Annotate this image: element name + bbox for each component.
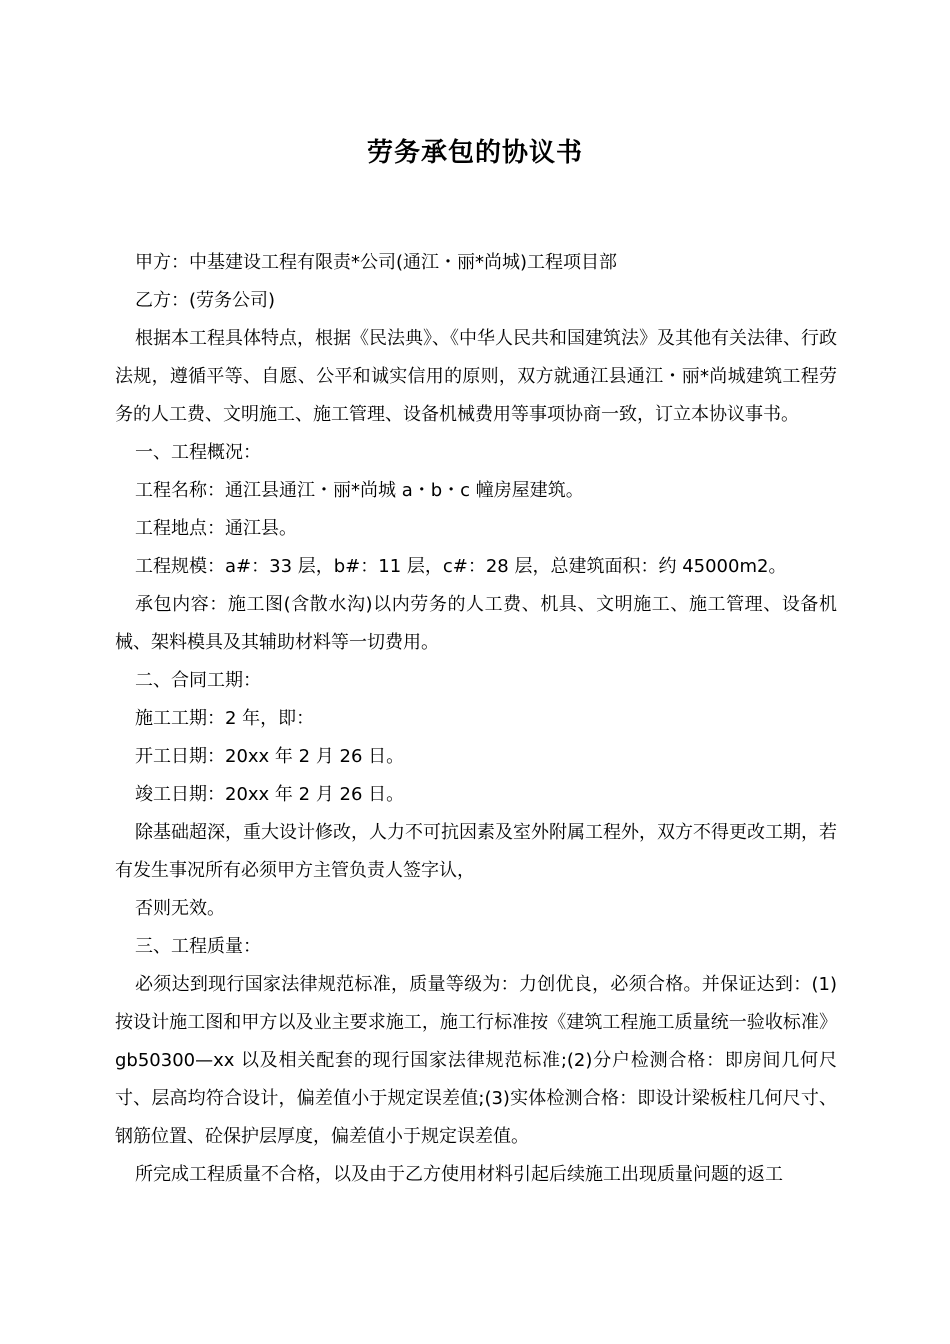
section-heading-overview: 一、工程概况：: [135, 442, 261, 463]
project-location-line: 工程地点：通江县。: [135, 518, 297, 539]
party-b-line: 乙方：(劳务公司): [135, 290, 276, 311]
document-body: [115, 244, 837, 1194]
contract-scope-paragraph: 承包内容：施工图(含散水沟)以内劳务的人工费、机具、文明施工、施工管理、设备机械、架料模具及其辅助材料等一切费用。: [115, 594, 837, 653]
preamble-paragraph: 根据本工程具体特点，根据《民法典》、《中华人民共和国建筑法》及其他有关法律、行政法规，遵循平等、自愿、公平和诚实信用的原则，双方就通江县通江・丽*尚城建筑工程劳务的人工费、文明施工、施工管理、设备机械费用等事项协商一致，订立本协议事书。: [115, 328, 837, 425]
schedule-invalid-line: 否则无效。: [135, 898, 225, 919]
completion-date-line: 竣工日期：20xx 年 2 月 26 日。: [135, 784, 405, 805]
project-scale-line: 工程规模：a#：33 层，b#：11 层，c#：28 层，总建筑面积：约 45000m2。: [135, 556, 787, 577]
party-a-line: 甲方：中基建设工程有限责*公司(通江・丽*尚城)工程项目部: [135, 252, 618, 273]
schedule-change-paragraph: 除基础超深，重大设计修改，人力不可抗因素及室外附属工程外，双方不得更改工期，若有发生事况所有必须甲方主管负责人签字认，: [115, 822, 837, 881]
quality-rework-paragraph: 所完成工程质量不合格，以及由于乙方使用材料引起后续施工出现质量问题的返工: [135, 1164, 783, 1185]
section-heading-schedule: 二、合同工期：: [135, 670, 261, 691]
construction-period-line: 施工工期：2 年，即：: [135, 708, 315, 729]
document-title: 劳务承包的协议书: [366, 138, 583, 168]
start-date-line: 开工日期：20xx 年 2 月 26 日。: [135, 746, 405, 767]
section-heading-quality: 三、工程质量：: [135, 936, 261, 957]
quality-standard-paragraph: 必须达到现行国家法律规范标准，质量等级为：力创优良，必须合格。并保证达到：(1)按设计施工图和甲方以及业主要求施工，施工行标准按《建筑工程施工质量统一验收标准》gb50300—xx 以及相关配套的现行国家法律规范标准;(2)分户检测合格：即房间几何尺寸、层高均符合设计，偏差值小于规定误差值;(3)实体检测合格：即设计梁板柱几何尺寸、钢筋位置、砼保护层厚度，偏差值小于规定误差值。: [115, 974, 837, 1147]
project-name-line: 工程名称：通江县通江・丽*尚城 a・b・c 幢房屋建筑。: [135, 480, 584, 501]
